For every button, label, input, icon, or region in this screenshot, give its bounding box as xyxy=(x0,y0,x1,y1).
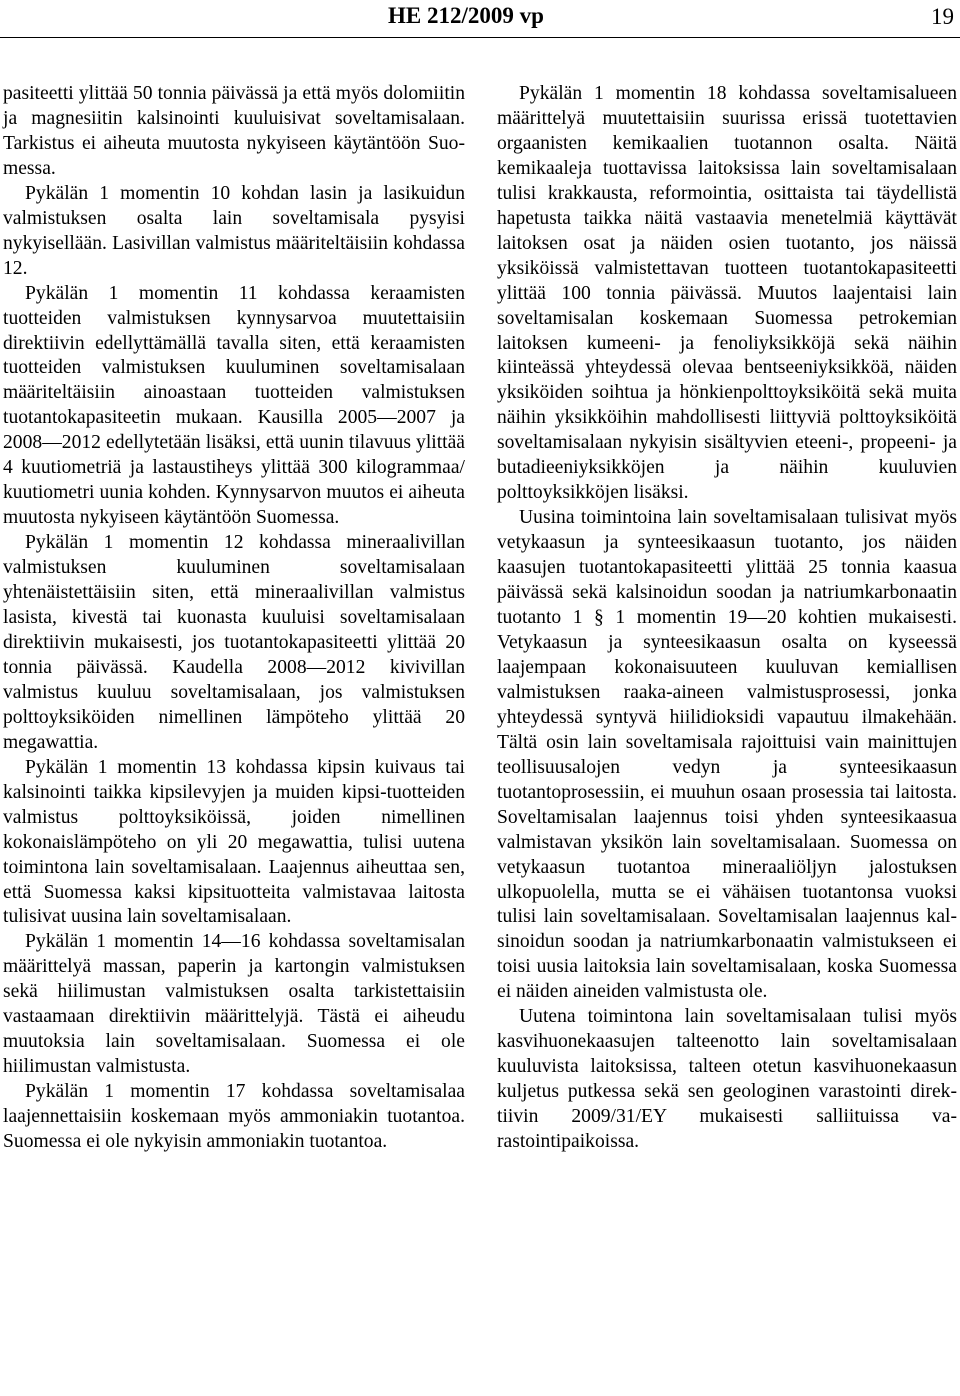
header-rule xyxy=(0,37,960,38)
paragraph-18-organic-chemicals: Pykälän 1 momentin 18 kohdassa soveltamisalueen määrittelyä muutettaisiin suurissa erissä tuotettavien orgaanisten kemikaalien tuotannon osalta. Näitä kemikaaleja tuottavissa laitoksissa lain soveltamisalaan tulisi krakkausta, reformointia, osittaista tai täydellistä hapetusta taikka näitä vastaavia menetelmiä käyttävät laitoksen osat ja näiden osien tuotanto, jos näissä yksiköissä valmistettavan tuotteen tuotantokapasiteetti ylittää 100 tonnia päivässä. Muutos laajentaisi lain soveltamisalan koskemaan Suomessa petrokemian laitoksen kumeeni- ja fenoliyksikköjä sekä näihin kiinteässä yhteydessä olevaa bentseeniyksikköä, näiden yksiköiden soihtua ja hönkienpolttoyksiköitä sekä muita näihin yksikköihin mahdollisesti liittyviä polttoyksiköitä soveltamisalaan nykyisin sisältyvien eteeni-, propeeni- ja butadieeniyksikköjen ja näihin kuuluvien polttoyksikköjen lisäksi. xyxy=(497,83,957,504)
paragraph-carbon-capture: Uutena toimintona lain soveltamisalaan tulisi myös kasvihuonekaasujen talteenotto lain soveltamisalaan kuuluvista laitoksissa, talteen otetun kasvihuonekaasun kuljetus putkessa sekä sen geologinen varastointi direktiivin 2009/31/EY mukaisesti salliituissa varastointipaikoissa. xyxy=(497,1006,957,1153)
paragraph-11-ceramics: Pykälän 1 momentin 11 kohdassa keraamisten tuotteiden valmistuksen kynnysarvoa muutettaisiin direktiivin edellyttämällä tavalla siten, että keraamisten tuotteiden valmistuksen kuuluminen soveltamisalaan määriteltäisiin ainoastaan tuotteiden valmistuksen tuotantokapasiteetin mukaan. Kausilla 2005—2007 ja 2008—2012 edellytetään lisäksi, että uunin tilavuus ylittää 4 kuutiometriä ja lastaustiheys ylittää 300 kilogrammaa/ kuutiometri uunia kohden. Kynnysarvon muutos ei aiheuta muutosta nykyiseen käytäntöön Suomessa. xyxy=(3,282,465,529)
right-column xyxy=(497,82,957,1155)
paragraph-13-gypsum: Pykälän 1 momentin 13 kohdassa kipsin kuivaus tai kalsinointi taikka kipsilevyjen ja muiden kipsi-tuotteiden valmistus polttoyksiköissä, joiden nimellinen kokonaislämpöteho on yli 20 megawattia, tulisi uutena toimintona lain soveltamisalaan. Laajennus aiheuttaa sen, että Suomessa kaksi kipsituotteita valmistavaa laitosta tulisivat uusina lain soveltamisalaan. xyxy=(3,756,465,928)
paragraph-continued: pasiteetti ylittää 50 tonnia päivässä ja että myös dolomiitin ja magnesiitin kalsinointi kuuluisivat soveltamisalaan. Tarkistus ei aiheuta muutosta nykyiseen käytäntöön Suomessa. xyxy=(3,83,465,179)
document-id: HE 212/2009 vp xyxy=(388,3,544,28)
paragraph-17-ammonia: Pykälän 1 momentin 17 kohdassa soveltamisalaa laajennettaisiin koskemaan myös ammoniakin tuotantoa. Suomessa ei ole nykyisin ammoniakin tuotantoa. xyxy=(3,1081,465,1153)
paragraph-hydrogen-synthesis-gas: Uusina toimintoina lain soveltamisalaan tulisivat myös vetykaasun ja synteesikaasun tuotanto, jos näiden kaasujen tuotantokapasiteetti ylittää 25 tonnia kaasua päivässä sekä kalsinoidun soodan ja natriumkarbonaatin tuotanto 1 § 1 momentin 19—20 kohtien mukaisesti. Vetykaasun ja synteesikaasun osalta on kyseessä laajempaan kokonaisuuteen kuuluvan kemiallisen valmistuksen raaka-aineen valmistusprosessi, jonka yhteydessä syntyvä hiilidioksidi vapautuu ilmakehään. Tältä osin lain soveltamisala rajoittuisi vain mainittujen teollisuusalojen vedyn ja synteesikaasun tuotantoprosessiin, ei muuhun osaan prosessia tai laitosta. Soveltamisalan laajennus toisi yhden synteesikaasua valmistavan yksikön lain soveltamisalaan. Suomessa on vetykaasun tuotantoa mineraaliöljyn jalostuksen ulkopuolella, mutta se ei vähäisen tuotantonsa vuoksi tulisi lain soveltamisalaan. Soveltamisalan laajennus kalsinoidun soodan ja natriumkarbonaatin valmistukseen ei toisi uusia laitoksia lain soveltamisalaan, koska Suomessa ei näiden aineiden valmistusta ole. xyxy=(497,507,957,1003)
page-number: 19 xyxy=(931,4,954,29)
paragraph-14-16-pulp-paper: Pykälän 1 momentin 14—16 kohdassa soveltamisalan määrittelyä massan, paperin ja kartongin valmistuksen sekä hiilimustan valmistuksen osalta tarkistettaisiin vastaamaan direktiivin määrittelyjä. Tästä ei aiheudu muutoksia lain soveltamisalaan. Suomessa ei ole hiilimustan valmistusta. xyxy=(3,931,465,1078)
paragraph-10-glass: Pykälän 1 momentin 10 kohdan lasin ja lasikuidun valmistuksen osalta lain soveltamisala pysyisi nykyisellään. Lasivillan valmistus määriteltäisiin kohdassa 12. xyxy=(3,182,465,279)
page-header xyxy=(0,0,960,38)
paragraph-12-mineral-wool: Pykälän 1 momentin 12 kohdassa mineraalivillan valmistuksen kuuluminen soveltamisalaan yhtenäistettäisiin siten, että mineraalivillan valmistus lasista, kivestä tai kuonasta kuuluisi soveltamisalaan direktiivin mukaisesti, jos tuotantokapasiteetti ylittää 20 tonnia päivässä. Kaudella 2008—2012 kivivillan valmistus kuuluu soveltamisalaan, jos valmistuksen polttoyksiköiden nimellinen lämpöteho ylittää 20 megawattia. xyxy=(3,532,465,753)
left-column xyxy=(3,82,465,1155)
